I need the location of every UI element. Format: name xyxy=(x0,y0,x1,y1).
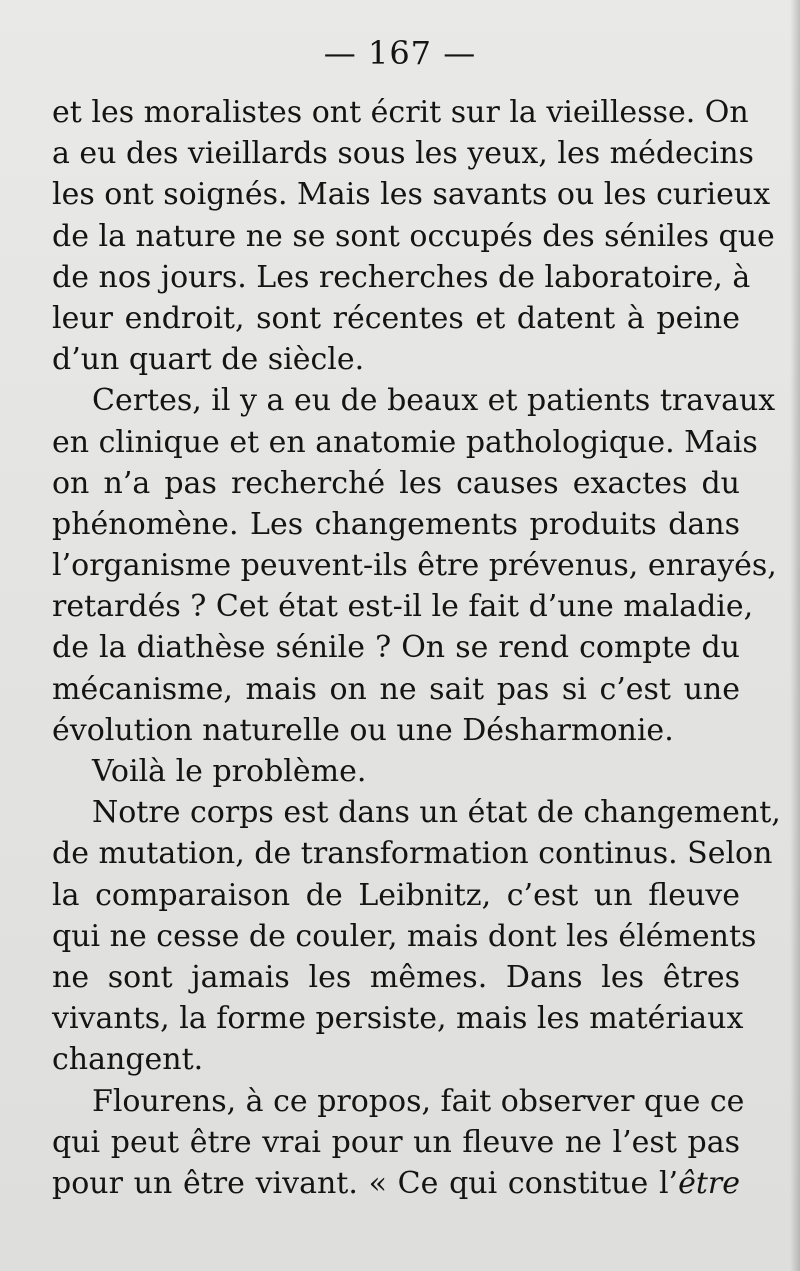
text-line xyxy=(52,916,757,957)
text-line xyxy=(52,133,754,174)
text-line-content: a eu des vieillards sous les yeux, les médecins xyxy=(52,136,754,172)
text-line-content: retardés ? Cet état est-il le fait d’une maladie, xyxy=(52,589,754,625)
text-line-content: ne sont jamais les mêmes. Dans les êtres xyxy=(52,959,740,995)
text-line-content: de nos jours. Les recherches de laboratoire, à xyxy=(52,259,751,295)
body-text xyxy=(52,92,781,1204)
text-line xyxy=(52,504,740,545)
text-line-content: pour un être vivant. « Ce qui constitue l’ xyxy=(52,1165,679,1201)
text-line-content: phénomène. Les changements produits dans xyxy=(52,506,740,542)
text-line-content: l’organisme peuvent-ils être prévenus, enrayés, xyxy=(52,548,777,584)
text-line-content: la comparaison de Leibnitz, c’est un fleuve xyxy=(52,877,740,913)
text-line-content: Certes, il y a eu de beaux et patients travaux xyxy=(92,383,776,419)
page-number: — 167 — xyxy=(323,34,477,72)
text-line-content: qui ne cesse de couler, mais dont les éléments xyxy=(52,918,757,954)
text-line xyxy=(52,1163,740,1204)
text-line xyxy=(52,710,740,751)
text-line xyxy=(52,463,740,504)
text-line xyxy=(52,751,740,792)
text-line-content: changent. xyxy=(52,1042,204,1078)
text-line-content: de la diathèse sénile ? On se rend compte du xyxy=(52,630,740,666)
text-line xyxy=(52,875,740,916)
text-line xyxy=(52,298,740,339)
text-line-content: évolution naturelle ou une Désharmonie. xyxy=(52,712,674,748)
text-line xyxy=(52,1122,740,1163)
italic-word: être xyxy=(678,1165,740,1201)
text-line-content: vivants, la forme persiste, mais les matériaux xyxy=(52,1001,744,1037)
text-line xyxy=(52,174,771,215)
text-line-content: en clinique et en anatomie pathologique. Mais xyxy=(52,424,758,460)
text-line-content: Voilà le problème. xyxy=(92,754,367,789)
page-edge-shadow xyxy=(790,0,800,1271)
text-line xyxy=(52,1081,745,1122)
text-line-content: mécanisme, mais on ne sait pas si c’est une xyxy=(52,671,740,707)
text-line-content: d’un quart de siècle. xyxy=(52,342,365,378)
text-line-content: leur endroit, sont récentes et datent à peine xyxy=(52,300,740,336)
text-line xyxy=(52,586,754,627)
text-line xyxy=(52,998,744,1039)
text-line xyxy=(52,216,775,257)
text-line-content: Notre corps est dans un état de changement, xyxy=(92,795,781,831)
text-line-content: Flourens, à ce propos, fait observer que ce xyxy=(92,1083,745,1119)
text-line xyxy=(52,792,781,833)
text-line-content: qui peut être vrai pour un fleuve ne l’est pas xyxy=(52,1124,740,1160)
text-line xyxy=(52,545,777,586)
text-line xyxy=(52,339,740,380)
text-line xyxy=(52,1039,740,1080)
text-line xyxy=(52,92,749,133)
text-line-content: de la nature ne se sont occupés des séniles que xyxy=(52,218,775,254)
text-line xyxy=(52,257,751,298)
text-line-content: les ont soignés. Mais les savants ou les curieux xyxy=(52,177,771,213)
text-line xyxy=(52,422,758,463)
text-line xyxy=(52,380,776,421)
text-line xyxy=(52,669,740,710)
text-line-content: et les moralistes ont écrit sur la vieillesse. On xyxy=(52,95,749,130)
text-line xyxy=(52,957,740,998)
text-line-content: de mutation, de transformation continus. Selon xyxy=(52,836,773,872)
text-line-content: on n’a pas recherché les causes exactes du xyxy=(52,465,740,501)
text-line xyxy=(52,627,740,668)
text-line xyxy=(52,833,773,874)
